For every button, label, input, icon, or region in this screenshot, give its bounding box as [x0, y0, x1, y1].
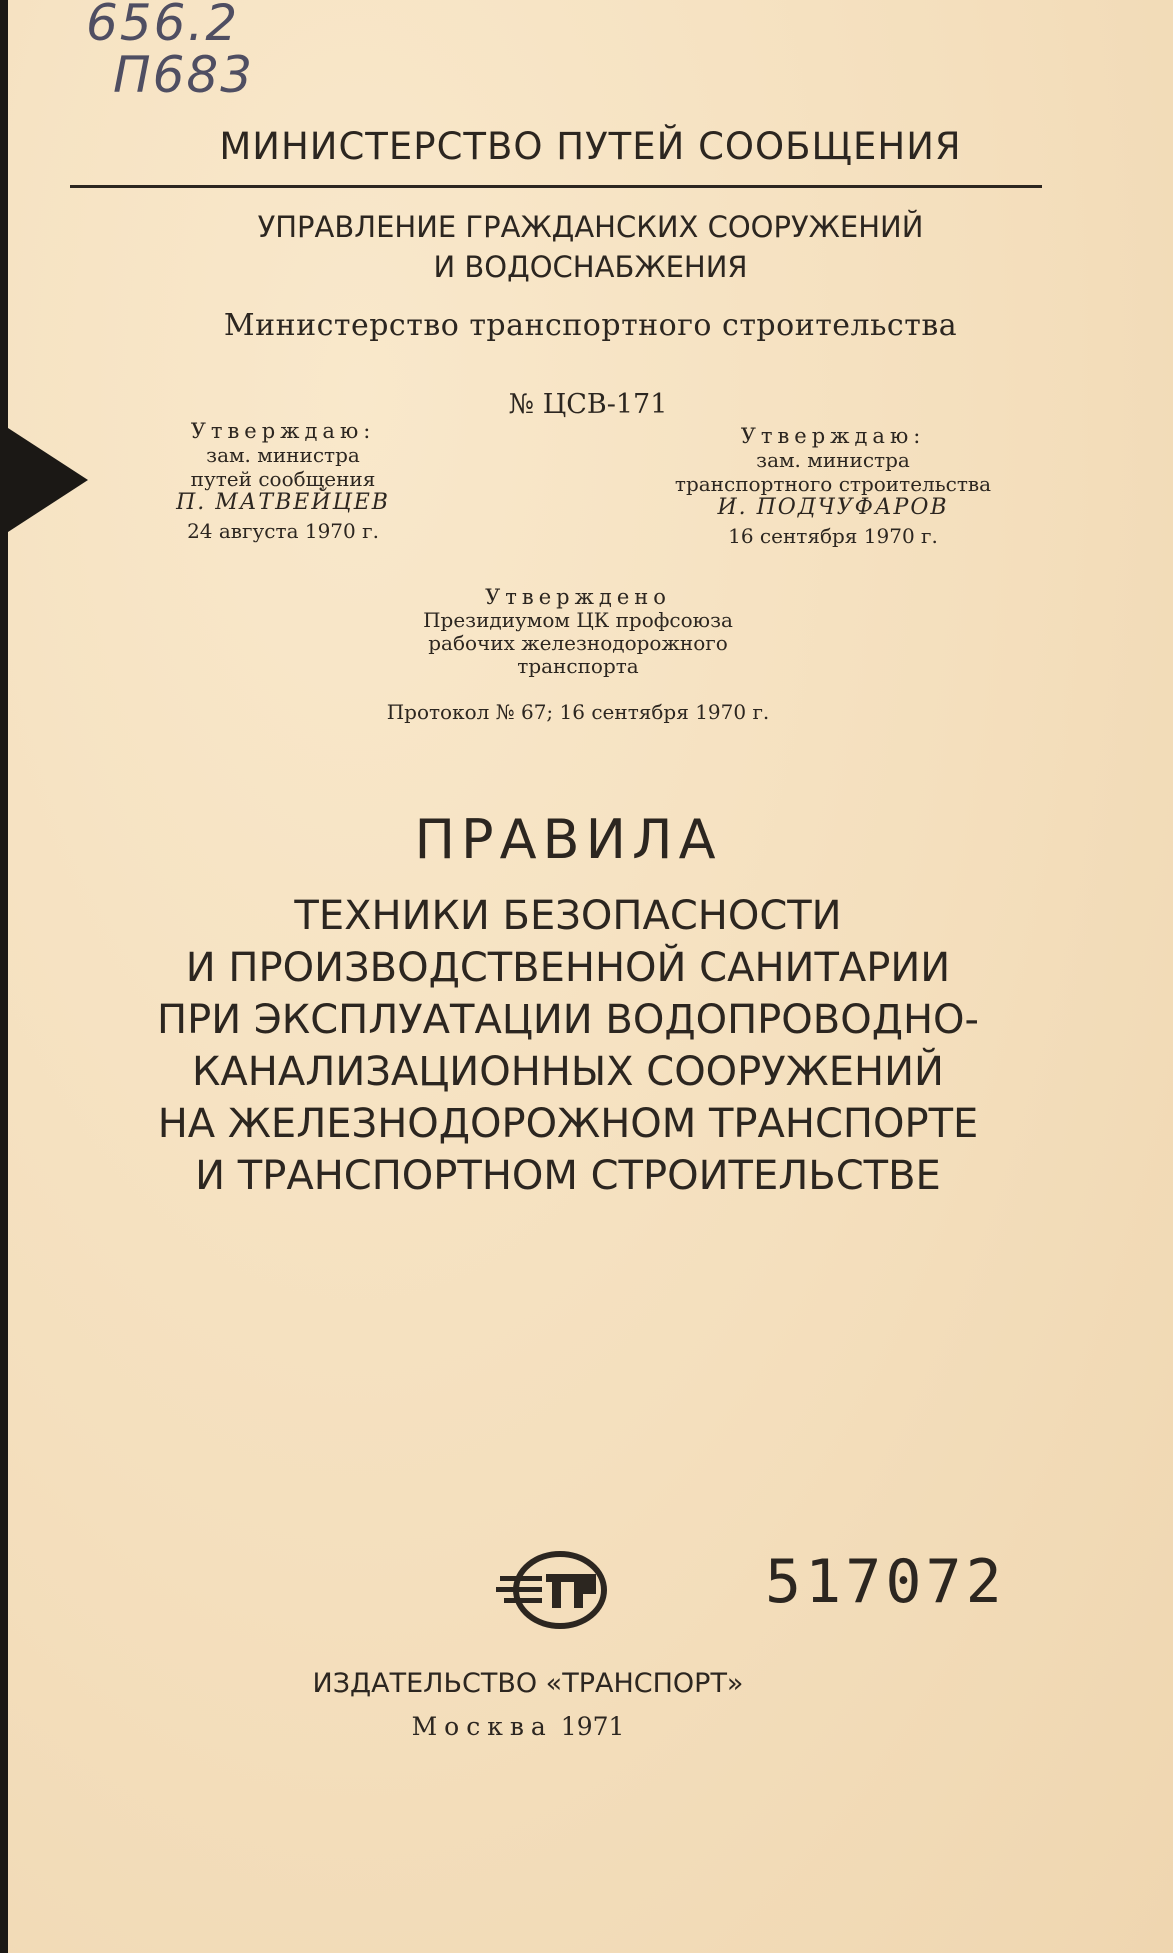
handwritten-shelf-mark: П683 [113, 46, 255, 104]
approval-left [148, 419, 418, 543]
publication-place-year [308, 1712, 728, 1741]
approval-left-heading: Утверждаю: [190, 419, 376, 443]
department-line-1: УПРАВЛЕНИЕ ГРАЖДАНСКИХ СООРУЖЕНИЙ [257, 210, 924, 244]
handwritten-classification: 656.2 [86, 0, 240, 52]
approval-left-role-2: путей сообщения [190, 467, 376, 491]
document-number: № ЦСВ-171 [508, 389, 668, 420]
protocol-line: Протокол № 67; 16 сентября 1970 г. [386, 700, 770, 724]
approval-right-name: И. ПОДЧУФАРОВ [717, 495, 949, 520]
publication-city: Москва [411, 1712, 553, 1741]
transport-publisher-logo-icon [496, 1550, 614, 1630]
presidium-approval [298, 586, 858, 678]
approval-right-heading: Утверждаю: [740, 424, 926, 448]
approval-right-role-2: транспортного строительства [674, 472, 992, 496]
presidium-heading: Утверждено [485, 585, 671, 609]
header-divider [70, 185, 1042, 188]
approval-left-name: П. МАТВЕЙЦЕВ [176, 490, 390, 515]
document-title: ПРАВИЛА [414, 808, 722, 871]
publication-year: 1971 [560, 1712, 625, 1741]
document-subtitle [8, 890, 1128, 1202]
torn-edge [8, 428, 88, 532]
subtitle-line-5: НА ЖЕЛЕЗНОДОРОЖНОМ ТРАНСПОРТЕ [157, 1101, 979, 1147]
approval-left-role-1: зам. министра [206, 443, 360, 467]
subtitle-line-6: И ТРАНСПОРТНОМ СТРОИТЕЛЬСТВЕ [195, 1153, 941, 1199]
document-page [8, 0, 1173, 1953]
second-ministry-heading: Министерство транспортного строительства [223, 308, 958, 343]
approval-right-date: 16 сентября 1970 г. [728, 524, 938, 548]
publisher-name: ИЗДАТЕЛЬСТВО «ТРАНСПОРТ» [312, 1668, 744, 1699]
presidium-line-3: транспорта [517, 654, 639, 678]
approval-left-date: 24 августа 1970 г. [187, 519, 379, 543]
presidium-line-1: Президиумом ЦК профсоюза [423, 608, 733, 632]
approval-right-role-1: зам. министра [756, 448, 910, 472]
ministry-heading: МИНИСТЕРСТВО ПУТЕЙ СООБЩЕНИЯ [219, 125, 962, 168]
subtitle-line-3: ПРИ ЭКСПЛУАТАЦИИ ВОДОПРОВОДНО- [157, 997, 979, 1043]
approval-right [648, 424, 1018, 548]
presidium-line-2: рабочих железнодорожного [428, 631, 728, 655]
subtitle-line-2: И ПРОИЗВОДСТВЕННОЙ САНИТАРИИ [185, 945, 951, 991]
department-heading [8, 207, 1173, 287]
department-line-2: И ВОДОСНАБЖЕНИЯ [433, 250, 748, 284]
subtitle-line-4: КАНАЛИЗАЦИОННЫХ СООРУЖЕНИЙ [192, 1049, 944, 1095]
subtitle-line-1: ТЕХНИКИ БЕЗОПАСНОСТИ [294, 893, 842, 939]
inventory-number: 517072 [765, 1547, 1006, 1617]
